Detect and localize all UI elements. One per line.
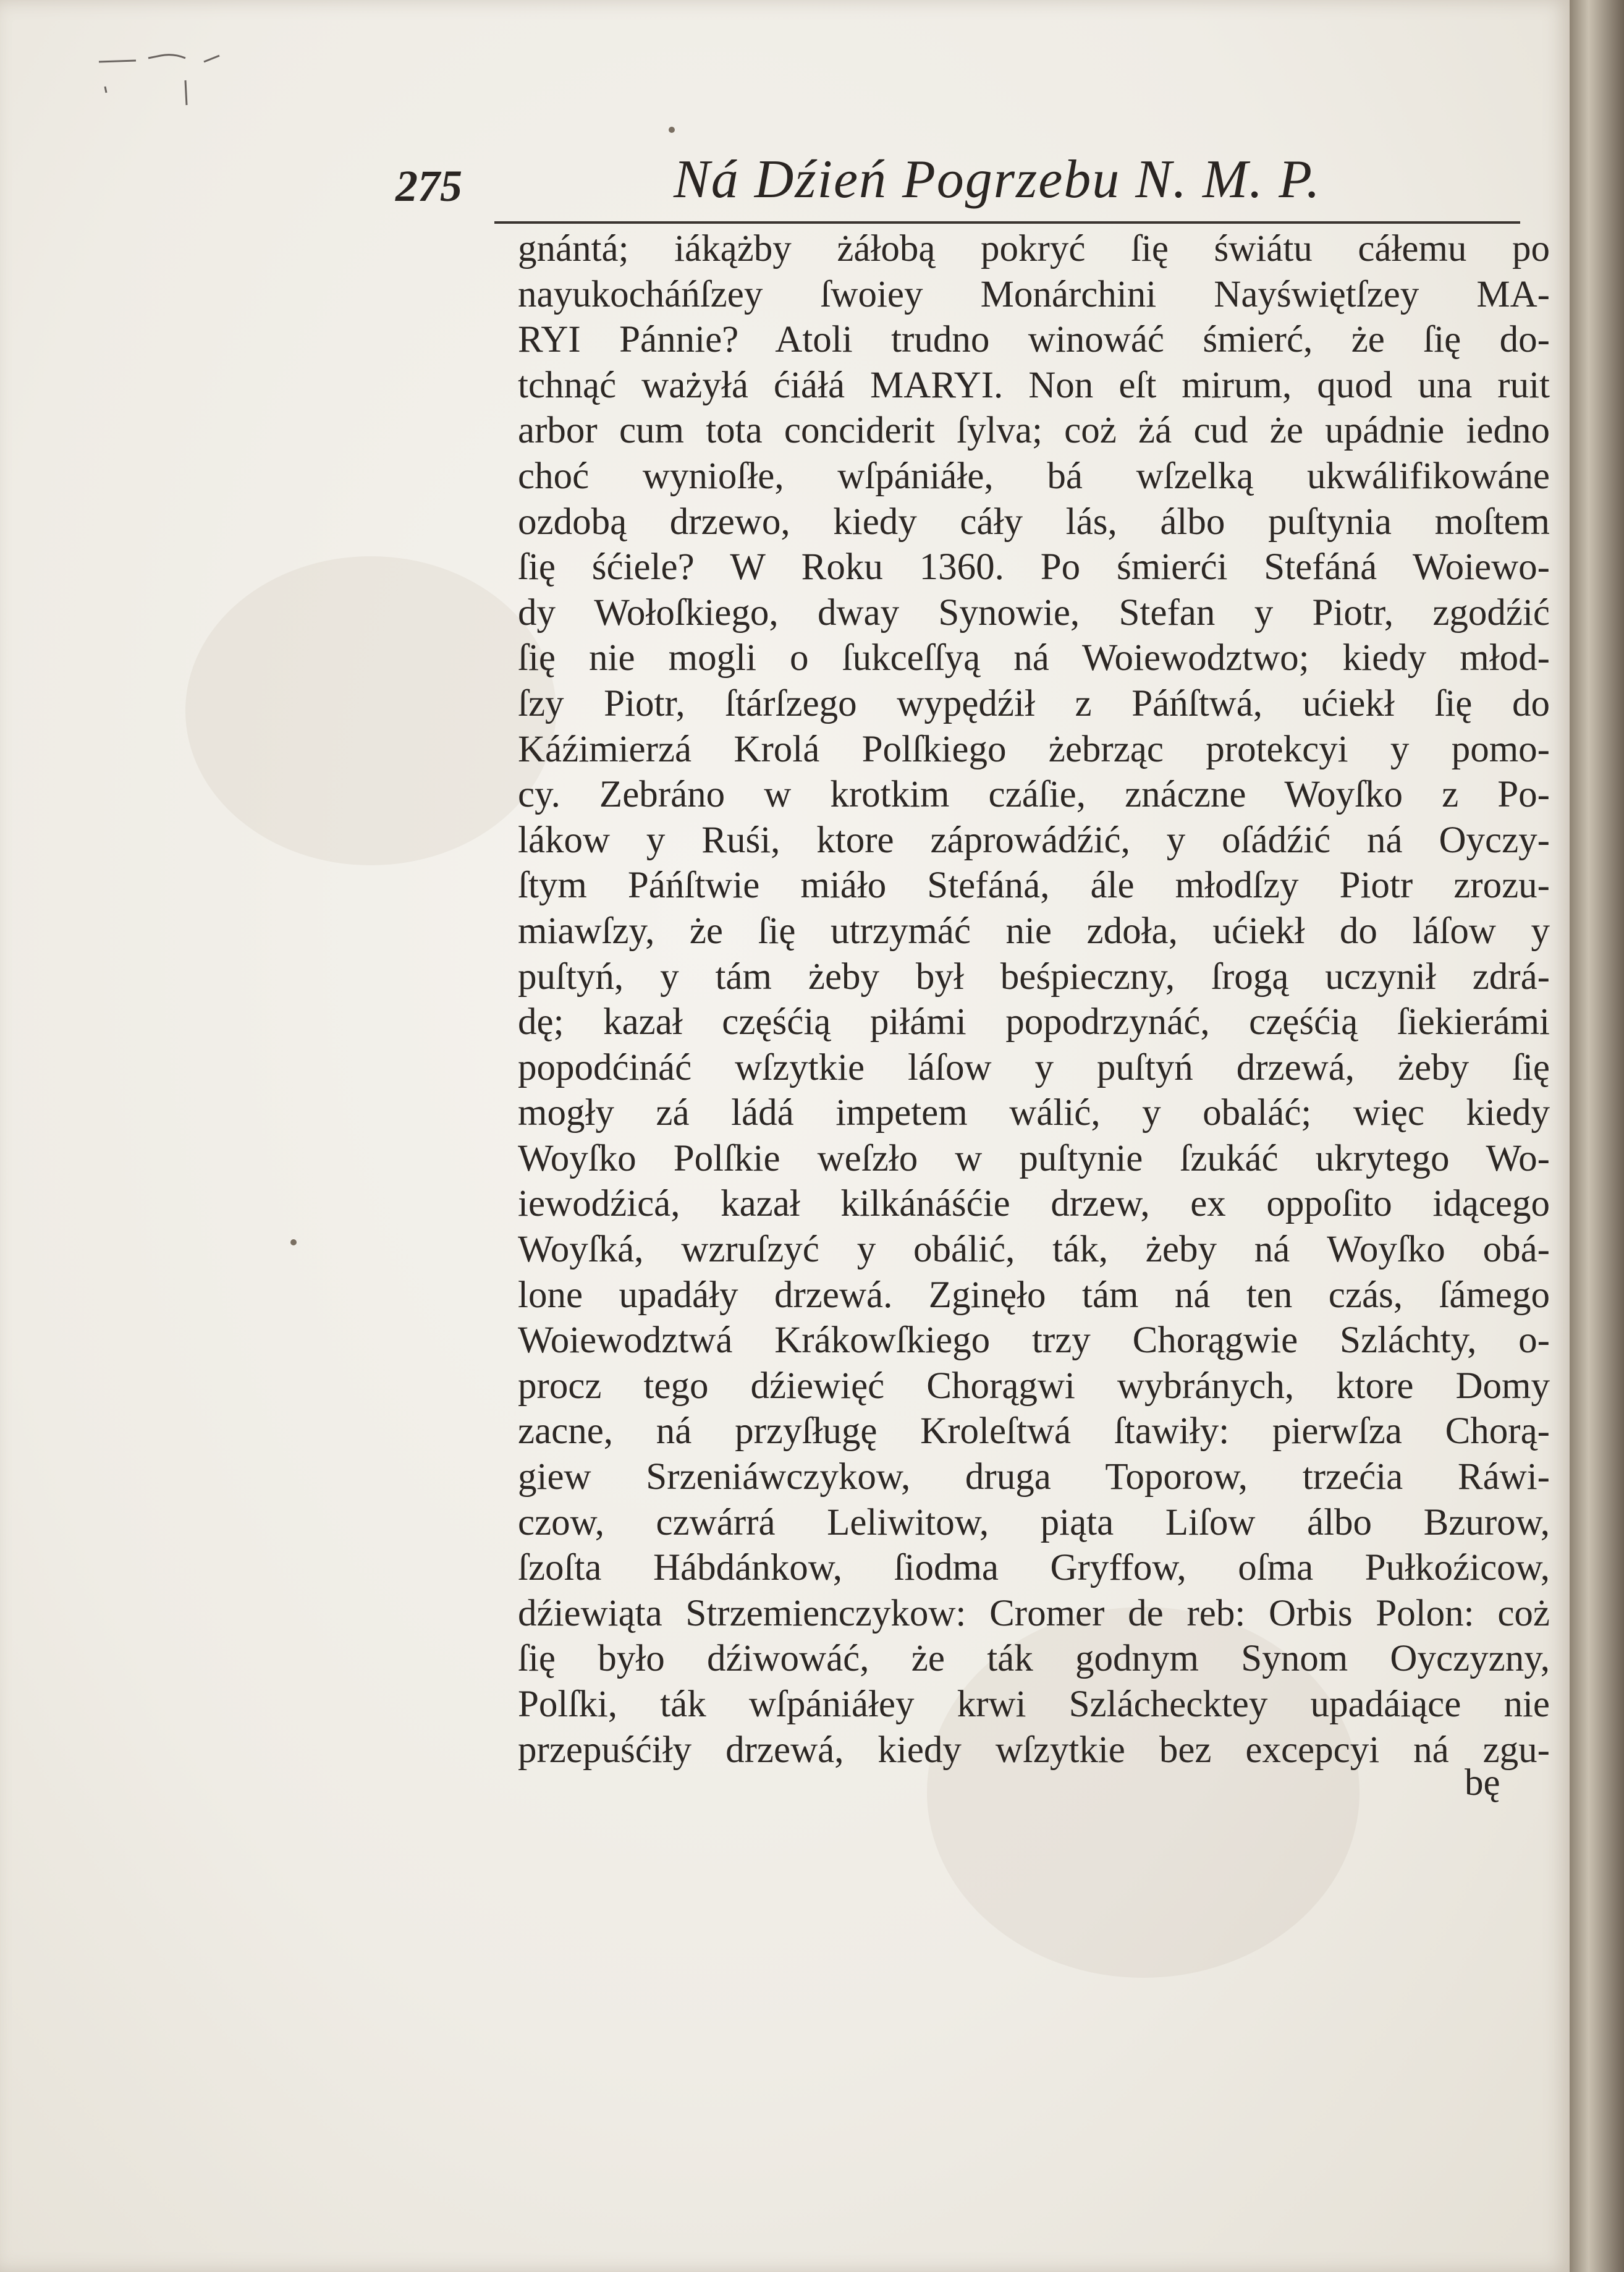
text-line: zacne, ná przyſługę Kroleſtwá ſtawiły: pierwſza Chorą- — [518, 1410, 1550, 1452]
text-line: nayukocháńſzey ſwoiey Monárchini Nayświętſzey MA- — [518, 273, 1550, 315]
page-number: 275 — [395, 161, 462, 211]
text-line: ozdobą drzewo, kiedy cáły lás, álbo puſtynia moſtem — [518, 501, 1550, 543]
text-line: Woyſká, wzruſzyć y obálić, ták, żeby ná Woyſko obá- — [518, 1229, 1550, 1271]
text-line: giew Srzeniáwczykow, druga Toporow, trzećia Ráwi- — [518, 1456, 1550, 1498]
text-line: mogły zá ládá impetem wálić, y obaláć; więc kiedy — [518, 1092, 1550, 1134]
text-line: iewodźicá, kazał kilkánáśćie drzew, ex oppoſito idącego — [518, 1183, 1550, 1225]
text-line: dźiewiąta Strzemienczykow: Cromer de reb: Orbis Polon: coż — [518, 1592, 1550, 1634]
text-line: ſię było dźiwowáć, że ták godnym Synom Oyczyzny, — [518, 1638, 1550, 1680]
text-line: Woiewodztwá Krákowſkiego trzy Chorągwie Szláchty, o- — [518, 1320, 1550, 1362]
pencil-marks — [93, 37, 241, 111]
page-header — [395, 148, 1557, 216]
text-line: arbor cum tota conciderit ſylva; coż żá cud że upádnie iedno — [518, 410, 1550, 452]
text-line: czow, czwárrá Leliwitow, piąta Liſow álbo Bzurow, — [518, 1501, 1550, 1543]
ink-speck — [669, 127, 675, 133]
text-line: ſię śćiele? W Roku 1360. Po śmierći Stefáná Woiewo- — [518, 546, 1550, 588]
paper-stain — [185, 556, 556, 865]
text-line: gnántá; iákążby żáłobą pokryć ſię świátu cáłemu po — [518, 228, 1550, 269]
text-line: dy Wołoſkiego, dway Synowie, Stefan y Piotr, zgodźić — [518, 591, 1550, 634]
text-line: tchnąć ważyłá ćiáłá MARYI. Non eſt mirum, quod una ruit — [518, 364, 1550, 406]
text-line: procz tego dźiewięć Chorągwi wybránych, ktore Domy — [518, 1365, 1550, 1407]
body-text — [518, 226, 1550, 1773]
book-gutter — [1570, 0, 1624, 2272]
text-line: ſię nie mogli o ſukceſſyą ná Woiewodztwo; kiedy młod- — [518, 637, 1550, 679]
header-rule — [494, 221, 1520, 224]
text-line: popodćináć wſzytkie láſow y puſtyń drzewá, żeby ſię — [518, 1046, 1550, 1088]
text-line: ſzoſta Hábdánkow, ſiodma Gryffow, oſma Pułkoźicow, — [518, 1547, 1550, 1589]
running-title: Ná Dźień Pogrzebu N. M. P. — [674, 150, 1321, 210]
ink-speck — [290, 1239, 297, 1245]
text-line: choć wynioſłe, wſpániáłe, bá wſzelką ukwálifikowáne — [518, 455, 1550, 497]
text-line: puſtyń, y tám żeby był beśpieczny, ſrogą uczynił zdrá- — [518, 956, 1550, 998]
text-line: lone upadáły drzewá. Zginęło tám ná ten czás, ſámego — [518, 1274, 1550, 1316]
text-line: cy. Zebráno w krotkim czáſie, znáczne Woyſko z Po- — [518, 774, 1550, 816]
text-line: przepuśćiły drzewá, kiedy wſzytkie bez excepcyi ná zgu- — [518, 1729, 1550, 1771]
text-line: Káźimierzá Krolá Polſkiego żebrząc protekcyi y pomo- — [518, 728, 1550, 770]
text-line: Polſki, ták wſpániáłey krwi Szláchecktey upadáiące nie — [518, 1684, 1550, 1725]
text-line: ſzy Piotr, ſtárſzego wypędźił z Páńſtwá, ućiekł ſię do — [518, 682, 1550, 724]
text-line: Woyſko Polſkie weſzło w puſtynie ſzukáć ukrytego Wo- — [518, 1137, 1550, 1179]
text-line: lákow y Ruśi, ktore záprowádźić, y oſádźić ná Oyczy- — [518, 819, 1550, 861]
text-line: RYI Pánnie? Atoli trudno winowáć śmierć, że ſię do- — [518, 319, 1550, 361]
catchword: bę — [1465, 1762, 1500, 1804]
text-line: ſtym Páńſtwie miáło Stefáná, ále młodſzy Piotr zrozu- — [518, 865, 1550, 907]
text-line: miawſzy, że ſię utrzymáć nie zdoła, ućiekł do láſow y — [518, 910, 1550, 952]
text-line: dę; kazał częśćią piłámi popodrzynáć, częśćią ſiekierámi — [518, 1001, 1550, 1043]
